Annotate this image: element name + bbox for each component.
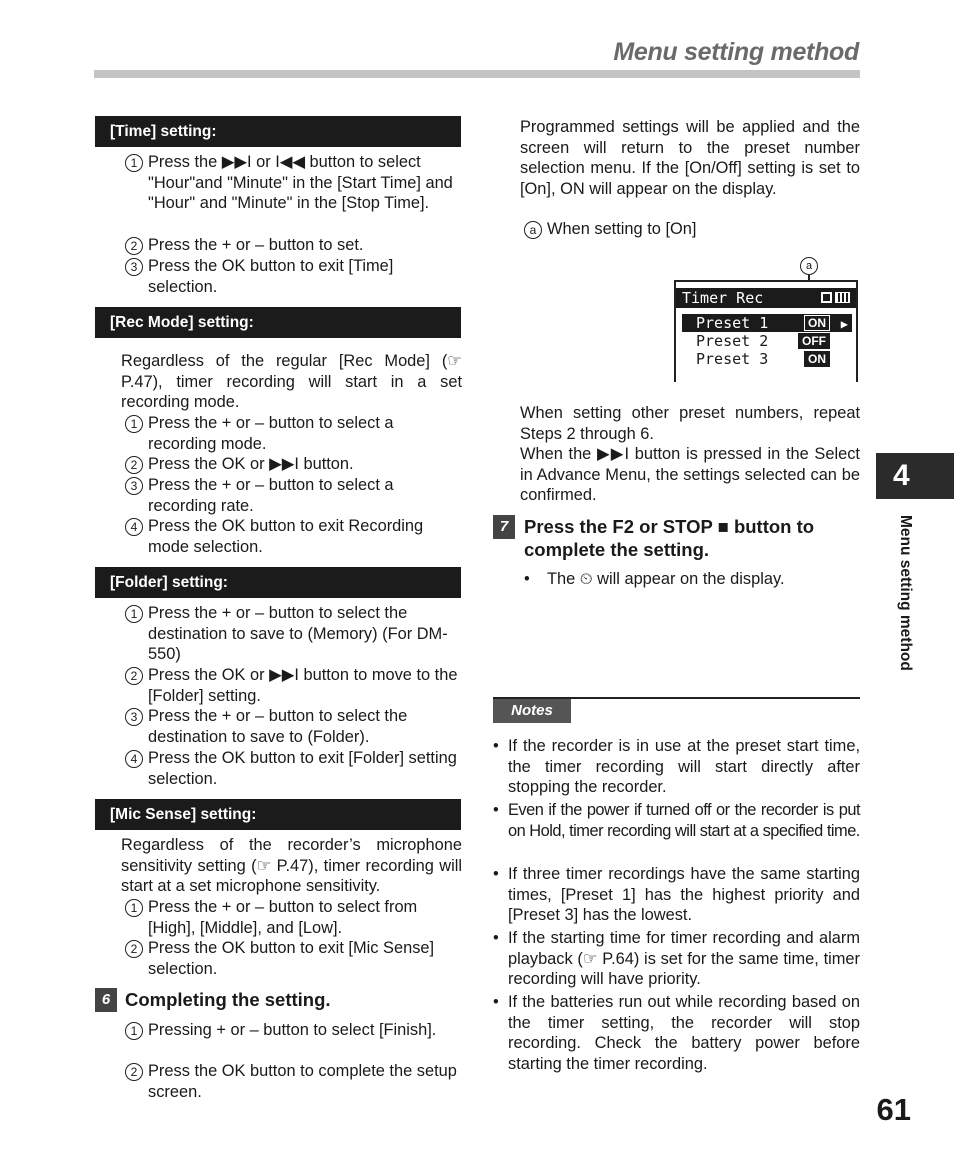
lcd-display — [674, 280, 858, 382]
page-number: 61 — [876, 1092, 911, 1127]
mic-sense-setting-heading: [Mic Sense] setting: — [95, 799, 461, 830]
lcd-row-preset-2 — [682, 332, 852, 350]
list-item — [121, 454, 466, 475]
list-item — [121, 1020, 466, 1041]
notes-label: Notes — [493, 699, 571, 723]
step-number-3: 3 — [125, 708, 143, 726]
step-number-1: 1 — [125, 1022, 143, 1040]
step-number-2: 2 — [125, 237, 143, 255]
lcd-row-label: Preset 2 — [696, 332, 769, 350]
lcd-row-label: Preset 3 — [696, 350, 769, 368]
step-text: Press the OK or ▶▶I button to move to the [Folder] setting. — [148, 666, 458, 705]
list-item — [121, 665, 466, 706]
callout-caption — [520, 219, 860, 240]
rec-mode-setting-heading: [Rec Mode] setting: — [95, 307, 461, 338]
list-item — [121, 748, 466, 789]
step-7-marker: 7 — [493, 515, 515, 539]
battery-icon — [835, 292, 850, 303]
list-item — [121, 603, 466, 665]
list-item — [121, 256, 466, 297]
step-text: Press the + or – button to select from [High], [Middle], and [Low]. — [148, 898, 418, 937]
step-number-1: 1 — [125, 415, 143, 433]
step-text: Press the ▶▶I or I◀◀ button to select "Hour"and "Minute" in the [Start Time] and "Hour" and "Minute" in the [Stop Time]. — [148, 153, 453, 213]
lcd-callout-marker: a — [800, 257, 818, 275]
step-text: Press the + or – button to set. — [148, 236, 364, 254]
folder-icon — [821, 292, 832, 303]
lcd-row-value: OFF — [798, 333, 830, 349]
step-number-4: 4 — [125, 750, 143, 768]
list-item — [121, 938, 466, 979]
lcd-row-value: ON — [804, 351, 830, 367]
lcd-title: Timer Rec — [682, 289, 764, 307]
header-rule — [94, 70, 860, 78]
page-title: Menu setting method — [613, 38, 859, 66]
note-item: • If the starting time for timer recording and alarm playback (☞ P.64) is set for the same time, timer recording will have priority. — [493, 928, 860, 990]
callout-marker: a — [524, 221, 542, 239]
step-text: Press the + or – button to select a recording mode. — [148, 414, 394, 453]
step-text: Pressing + or – button to select [Finish]. — [148, 1021, 437, 1039]
list-item — [121, 706, 466, 747]
step-number-2: 2 — [125, 667, 143, 685]
step-number-1: 1 — [125, 154, 143, 172]
rec-mode-intro: Regardless of the regular [Rec Mode] (☞ P.47), timer recording will start in a set recording mode. — [121, 352, 462, 412]
step-6-marker: 6 — [95, 988, 117, 1012]
step-7-heading: Press the F2 or STOP ■ button to complete the setting. — [524, 516, 815, 560]
list-item — [121, 1061, 466, 1102]
step-text: Press the + or – button to select the destination to save to (Memory) (For DM-550) — [148, 604, 448, 664]
side-label — [875, 515, 915, 705]
lcd-title-bar — [676, 288, 856, 308]
list-item — [121, 897, 466, 938]
step-number-2: 2 — [125, 456, 143, 474]
list-item — [121, 152, 466, 214]
mic-sense-intro: Regardless of the recorder’s microphone sensitivity setting (☞ P.47), timer recording will start at a set microphone sensitivity. — [121, 836, 462, 896]
folder-setting-heading: [Folder] setting: — [95, 567, 461, 598]
note-item: • Even if the power if turned off or the recorder is put on Hold, timer recording will start at a specified time. — [493, 800, 860, 841]
lcd-row-preset-1 — [682, 314, 852, 332]
side-label-text: Menu setting method — [897, 515, 914, 671]
step-text: Press the OK button to complete the setup screen. — [148, 1062, 457, 1101]
list-item — [121, 516, 466, 557]
step-text: Press the OK button to exit Recording mode selection. — [148, 517, 424, 556]
lcd-row-label: Preset 1 — [696, 314, 769, 332]
step-7-bullet: • The ⏲ will appear on the display. — [524, 569, 854, 590]
step-text: Press the OK button to exit [Mic Sense] selection. — [148, 939, 435, 978]
select-advance-paragraph: When the ▶▶I button is pressed in the Select in Advance Menu, the settings selected can be confirmed. — [520, 445, 860, 505]
step-number-4: 4 — [125, 518, 143, 536]
right-arrow-icon: ▶ — [840, 317, 848, 331]
step-number-3: 3 — [125, 477, 143, 495]
step-number-1: 1 — [125, 605, 143, 623]
chapter-tab: 4 — [876, 453, 954, 499]
step-text: Press the OK button to exit [Time] selection. — [148, 257, 394, 296]
lcd-row-value: ON — [804, 315, 830, 331]
step-text: Press the + or – button to select the destination to save to (Folder). — [148, 707, 408, 746]
step-6-heading: Completing the setting. — [125, 989, 331, 1010]
list-item — [121, 413, 466, 454]
step-number-1: 1 — [125, 899, 143, 917]
list-item — [121, 475, 466, 516]
note-item: • If three timer recordings have the same starting times, [Preset 1] has the highest priority and [Preset 3] has the lowest. — [493, 864, 860, 926]
note-item: • If the batteries run out while recording based on the timer setting, the recorder will stop recording. Check the battery power before starting the timer recording. — [493, 992, 860, 1074]
step-number-3: 3 — [125, 258, 143, 276]
step-text: Press the OK button to exit [Folder] setting selection. — [148, 749, 457, 788]
callout-text: When setting to [On] — [547, 220, 697, 238]
step-number-2: 2 — [125, 1063, 143, 1081]
step-number-2: 2 — [125, 940, 143, 958]
lcd-row-preset-3 — [682, 350, 852, 368]
step-text: Press the + or – button to select a recording rate. — [148, 476, 394, 515]
other-presets-paragraph: When setting other preset numbers, repeat Steps 2 through 6. — [520, 404, 860, 443]
note-item: • If the recorder is in use at the preset start time, the timer recording will start directly after stopping the recorder. — [493, 736, 860, 798]
time-setting-heading: [Time] setting: — [95, 116, 461, 147]
step-text: Press the OK or ▶▶I button. — [148, 455, 354, 473]
applied-settings-paragraph: Programmed settings will be applied and the screen will return to the preset number selection menu. If the [On/Off] setting is set to [On], ON will appear on the display. — [520, 118, 860, 198]
list-item — [121, 235, 466, 256]
